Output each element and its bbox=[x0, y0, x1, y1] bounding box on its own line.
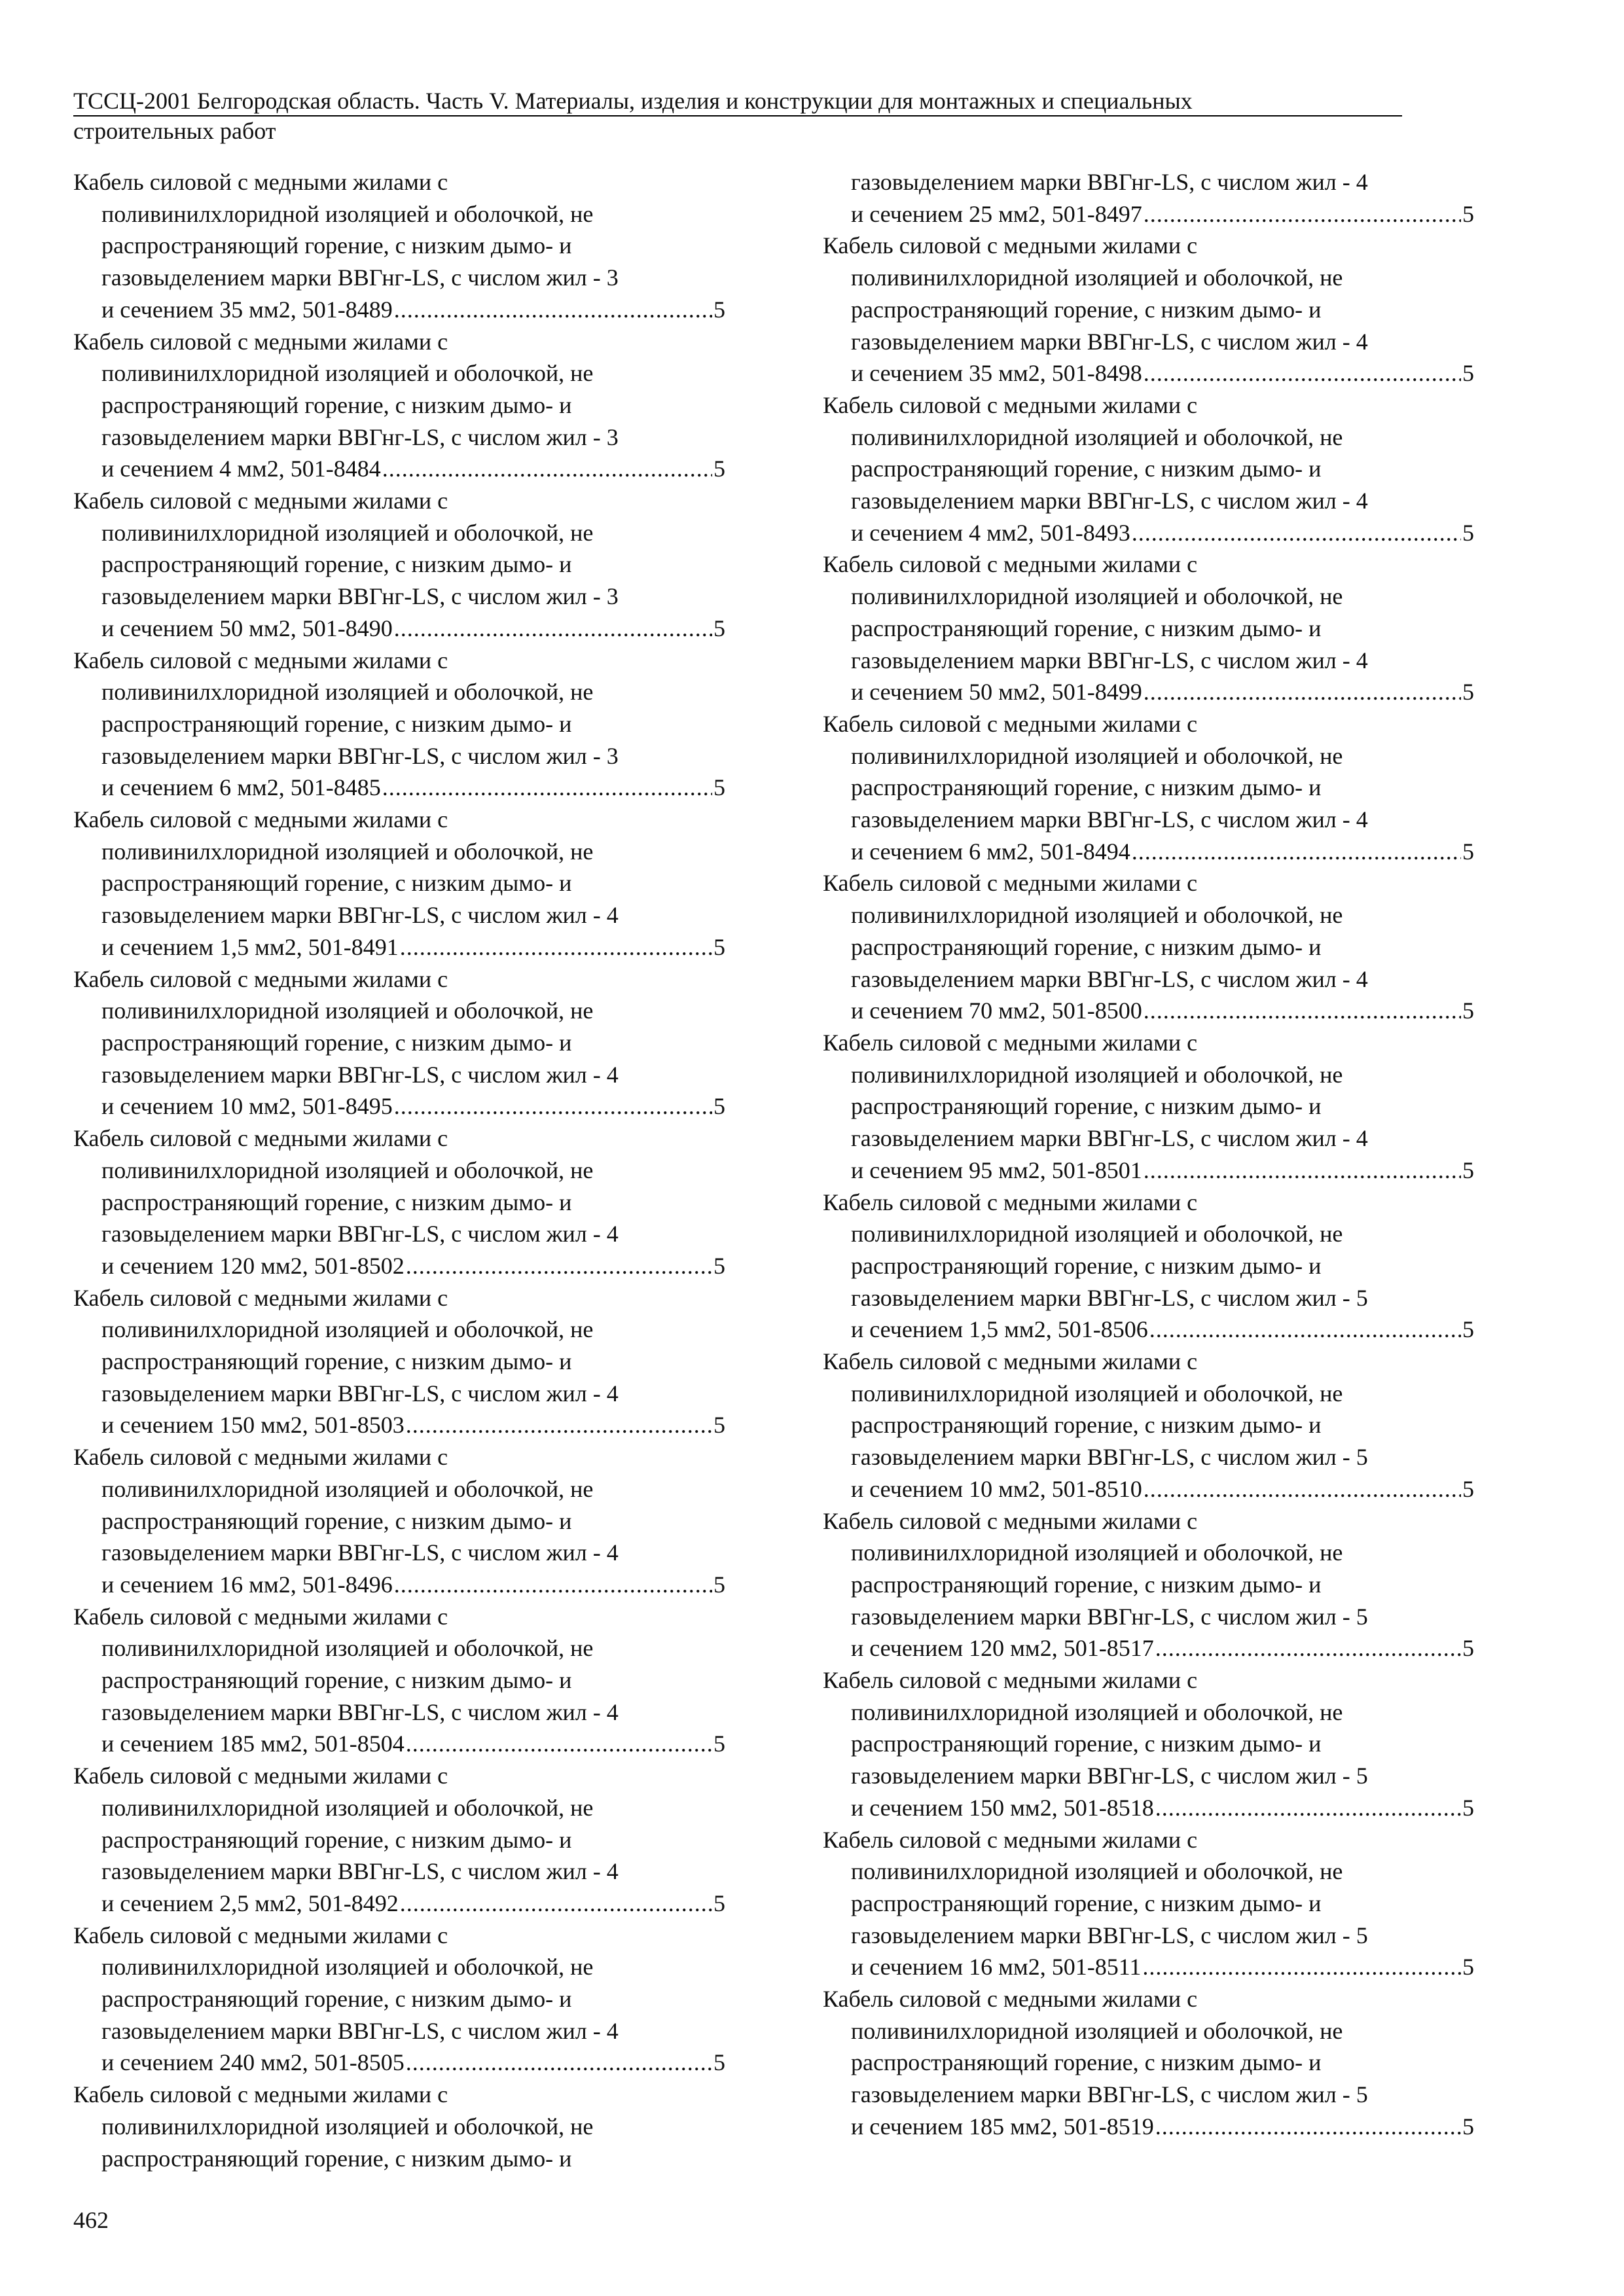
entry-title: Кабель силовой с медными жилами с bbox=[73, 2081, 448, 2108]
entry-page-ref: 5 bbox=[1462, 1475, 1474, 1502]
entry-last-line bbox=[73, 1888, 725, 1920]
entry-designation: и сечением 6 мм2, 501-8494 bbox=[851, 838, 1130, 865]
entry-page-ref: 5 bbox=[1462, 1157, 1474, 1183]
entry-page-ref: 5 bbox=[713, 1571, 725, 1598]
entry-title: Кабель силовой с медными жилами с bbox=[73, 488, 448, 514]
entry-text: газовыделением марки ВВГнг-LS, с числом жил - 4 bbox=[851, 488, 1368, 514]
index-column-right bbox=[823, 166, 1474, 2143]
entry-text: распространяющий горение, с низким дымо- и bbox=[101, 710, 572, 737]
dot-leader bbox=[406, 1728, 712, 1760]
entry-text: распространяющий горение, с низким дымо- и bbox=[101, 1507, 572, 1534]
index-entry bbox=[73, 963, 725, 1123]
entry-last-line bbox=[823, 1951, 1474, 1983]
entry-page-ref: 5 bbox=[713, 296, 725, 323]
entry-text: поливинилхлоридной изоляцией и оболочкой, не bbox=[101, 679, 594, 706]
entry-text: газовыделением марки ВВГнг-LS, с числом жил - 4 bbox=[851, 965, 1368, 992]
entry-designation: и сечением 150 мм2, 501-8503 bbox=[101, 1412, 405, 1439]
entry-text: поливинилхлоридной изоляцией и оболочкой, не bbox=[851, 902, 1343, 929]
entry-last-line bbox=[73, 931, 725, 963]
entry-text: газовыделением марки ВВГнг-LS, с числом жил - 3 bbox=[101, 264, 619, 291]
entry-designation: и сечением 120 мм2, 501-8517 bbox=[851, 1635, 1154, 1662]
entry-last-line bbox=[823, 1155, 1474, 1187]
entry-last-line bbox=[73, 1250, 725, 1282]
entry-text: газовыделением марки ВВГнг-LS, с числом жил - 5 bbox=[851, 1444, 1368, 1471]
entry-page-ref: 5 bbox=[713, 1731, 725, 1757]
entry-text: поливинилхлоридной изоляцией и оболочкой, не bbox=[101, 1157, 594, 1183]
entry-text: поливинилхлоридной изоляцией и оболочкой, не bbox=[851, 1858, 1343, 1885]
entry-page-ref: 5 bbox=[1462, 1954, 1474, 1981]
dot-leader bbox=[394, 613, 712, 645]
dot-leader bbox=[1155, 1632, 1461, 1664]
entry-designation: и сечением 6 мм2, 501-8485 bbox=[101, 774, 381, 801]
entry-page-ref: 5 bbox=[713, 1252, 725, 1279]
index-entry bbox=[73, 1920, 725, 2079]
entry-text: газовыделением марки ВВГнг-LS, с числом жил - 5 bbox=[851, 1603, 1368, 1630]
entry-title: Кабель силовой с медными жилами с bbox=[73, 1922, 448, 1948]
index-entry bbox=[73, 1441, 725, 1601]
entry-text: распространяющий горение, с низким дымо- и bbox=[851, 1252, 1322, 1279]
entry-text: газовыделением марки ВВГнг-LS, с числом жил - 4 bbox=[851, 647, 1368, 673]
entry-page-ref: 5 bbox=[713, 2049, 725, 2076]
index-column-left bbox=[73, 166, 725, 2174]
dot-leader bbox=[1144, 198, 1461, 230]
entry-title: Кабель силовой с медными жилами с bbox=[823, 232, 1198, 259]
entry-text: газовыделением марки ВВГнг-LS, с числом жил - 3 bbox=[101, 583, 619, 610]
entry-text: поливинилхлоридной изоляцией и оболочкой, не bbox=[851, 742, 1343, 769]
entry-last-line bbox=[73, 1090, 725, 1122]
entry-last-line bbox=[73, 1569, 725, 1601]
entry-text: распространяющий горение, с низким дымо- и bbox=[851, 1093, 1322, 1120]
entry-text: распространяющий горение, с низким дымо- и bbox=[851, 1731, 1322, 1757]
entry-text: распространяющий горение, с низким дымо- и bbox=[101, 1348, 572, 1375]
entry-title: Кабель силовой с медными жилами с bbox=[823, 1986, 1198, 2013]
entry-designation: и сечением 70 мм2, 501-8500 bbox=[851, 997, 1142, 1024]
entry-title: Кабель силовой с медными жилами с bbox=[73, 169, 448, 195]
index-entry bbox=[73, 326, 725, 486]
dot-leader bbox=[1144, 676, 1461, 708]
entry-text: газовыделением марки ВВГнг-LS, с числом жил - 4 bbox=[101, 1858, 619, 1885]
entry-designation: и сечением 2,5 мм2, 501-8492 bbox=[101, 1890, 399, 1916]
entry-page-ref: 5 bbox=[1462, 519, 1474, 546]
entry-title: Кабель силовой с медными жилами с bbox=[823, 551, 1198, 578]
dot-leader bbox=[1144, 1473, 1461, 1505]
entry-last-line bbox=[73, 1409, 725, 1441]
entry-text: поливинилхлоридной изоляцией и оболочкой, не bbox=[101, 1635, 594, 1662]
entry-designation: и сечением 25 мм2, 501-8497 bbox=[851, 200, 1142, 227]
dot-leader bbox=[406, 2047, 712, 2079]
dot-leader bbox=[1149, 1314, 1461, 1346]
entry-page-ref: 5 bbox=[1462, 679, 1474, 706]
dot-leader bbox=[394, 1569, 712, 1601]
dot-leader bbox=[1132, 517, 1461, 549]
page-number: 462 bbox=[73, 2207, 109, 2233]
entry-text: газовыделением марки ВВГнг-LS, с числом жил - 3 bbox=[101, 423, 619, 450]
entry-text: распространяющий горение, с низким дымо- и bbox=[101, 232, 572, 259]
entry-designation: и сечением 10 мм2, 501-8510 bbox=[851, 1475, 1142, 1502]
entry-title: Кабель силовой с медными жилами с bbox=[73, 1444, 448, 1471]
entry-title: Кабель силовой с медными жилами с bbox=[73, 1763, 448, 1789]
entry-last-line bbox=[73, 772, 725, 804]
entry-text: газовыделением марки ВВГнг-LS, с числом жил - 5 bbox=[851, 1763, 1368, 1789]
entry-designation: и сечением 240 мм2, 501-8505 bbox=[101, 2049, 405, 2076]
entry-text: газовыделением марки ВВГнг-LS, с числом жил - 4 bbox=[101, 1061, 619, 1088]
entry-designation: и сечением 50 мм2, 501-8490 bbox=[101, 615, 393, 641]
index-entry bbox=[823, 1346, 1474, 1505]
dot-leader bbox=[394, 294, 712, 326]
dot-leader bbox=[382, 772, 712, 804]
entry-title: Кабель силовой с медными жилами с bbox=[823, 710, 1198, 737]
entry-designation: и сечением 50 мм2, 501-8499 bbox=[851, 679, 1142, 706]
entry-title: Кабель силовой с медными жилами с bbox=[823, 1348, 1198, 1375]
entry-page-ref: 5 bbox=[713, 1093, 725, 1120]
entry-text: распространяющий горение, с низким дымо- и bbox=[101, 391, 572, 418]
entry-page-ref: 5 bbox=[1462, 2113, 1474, 2140]
entry-last-line bbox=[823, 676, 1474, 708]
entry-text: поливинилхлоридной изоляцией и оболочкой, не bbox=[851, 264, 1343, 291]
entry-title: Кабель силовой с медными жилами с bbox=[823, 1826, 1198, 1853]
entry-last-line bbox=[823, 517, 1474, 549]
entry-text: распространяющий горение, с низким дымо- и bbox=[851, 933, 1322, 960]
entry-designation: и сечением 185 мм2, 501-8519 bbox=[851, 2113, 1154, 2140]
entry-text: распространяющий горение, с низким дымо- и bbox=[101, 870, 572, 897]
index-entry-partial bbox=[73, 2079, 725, 2174]
entry-page-ref: 5 bbox=[713, 933, 725, 960]
index-entry bbox=[823, 708, 1474, 868]
entry-text: распространяющий горение, с низким дымо- и bbox=[101, 1986, 572, 2013]
entry-text: распространяющий горение, с низким дымо- и bbox=[101, 1029, 572, 1056]
entry-page-ref: 5 bbox=[1462, 1635, 1474, 1662]
dot-leader bbox=[1144, 1155, 1461, 1187]
index-entry bbox=[73, 804, 725, 963]
entry-text: поливинилхлоридной изоляцией и оболочкой, не bbox=[851, 1539, 1343, 1566]
entry-text: газовыделением марки ВВГнг-LS, с числом жил - 5 bbox=[851, 1922, 1368, 1948]
entry-last-line bbox=[823, 836, 1474, 868]
entry-text: поливинилхлоридной изоляцией и оболочкой, не bbox=[101, 1954, 594, 1981]
entry-text: газовыделением марки ВВГнг-LS, с числом жил - 5 bbox=[851, 2081, 1368, 2108]
entry-text: газовыделением марки ВВГнг-LS, с числом жил - 4 bbox=[851, 328, 1368, 355]
entry-designation: и сечением 1,5 мм2, 501-8491 bbox=[101, 933, 399, 960]
dot-leader bbox=[400, 1888, 712, 1920]
entry-last-line bbox=[823, 1632, 1474, 1664]
entry-text: поливинилхлоридной изоляцией и оболочкой, не bbox=[101, 200, 594, 227]
entry-page-ref: 5 bbox=[713, 456, 725, 482]
entry-text: поливинилхлоридной изоляцией и оболочкой, не bbox=[101, 838, 594, 865]
entry-text: поливинилхлоридной изоляцией и оболочкой, не bbox=[101, 1475, 594, 1502]
entry-last-line bbox=[73, 1728, 725, 1760]
entry-title: Кабель силовой с медными жилами с bbox=[823, 1667, 1198, 1694]
entry-last-line bbox=[73, 453, 725, 485]
entry-page-ref: 5 bbox=[1462, 360, 1474, 387]
entry-last-line bbox=[73, 2047, 725, 2079]
index-entry bbox=[73, 1601, 725, 1761]
entry-title: Кабель силовой с медными жилами с bbox=[73, 806, 448, 833]
entry-designation: и сечением 4 мм2, 501-8484 bbox=[101, 456, 381, 482]
entry-last-line bbox=[823, 2111, 1474, 2143]
entry-text: распространяющий горение, с низким дымо- и bbox=[851, 1571, 1322, 1598]
index-entry bbox=[823, 1983, 1474, 2143]
index-entry bbox=[823, 1664, 1474, 1824]
index-entry bbox=[73, 1122, 725, 1282]
entry-title: Кабель силовой с медными жилами с bbox=[73, 647, 448, 673]
entry-text: распространяющий горение, с низким дымо- и bbox=[101, 1826, 572, 1853]
entry-text: поливинилхлоридной изоляцией и оболочкой, не bbox=[101, 519, 594, 546]
entry-page-ref: 5 bbox=[1462, 1794, 1474, 1821]
dot-leader bbox=[1155, 2111, 1461, 2143]
index-entry-continued bbox=[823, 166, 1474, 230]
entry-text: газовыделением марки ВВГнг-LS, с числом жил - 4 bbox=[101, 2017, 619, 2044]
index-entry bbox=[73, 645, 725, 804]
entry-text: распространяющий горение, с низким дымо- и bbox=[851, 1890, 1322, 1916]
entry-last-line bbox=[823, 1473, 1474, 1505]
entry-page-ref: 5 bbox=[713, 774, 725, 801]
entry-designation: и сечением 10 мм2, 501-8495 bbox=[101, 1093, 393, 1120]
entry-title: Кабель силовой с медными жилами с bbox=[73, 1603, 448, 1630]
entry-page-ref: 5 bbox=[1462, 200, 1474, 227]
dot-leader bbox=[382, 453, 712, 485]
dot-leader bbox=[1144, 995, 1461, 1027]
entry-text: распространяющий горение, с низким дымо- и bbox=[101, 551, 572, 578]
index-entry bbox=[823, 1505, 1474, 1665]
entry-text: газовыделением марки ВВГнг-LS, с числом жил - 4 bbox=[101, 1380, 619, 1407]
entry-page-ref: 5 bbox=[713, 1412, 725, 1439]
entry-title: Кабель силовой с медными жилами с bbox=[823, 1507, 1198, 1534]
entry-text: распространяющий горение, с низким дымо- и bbox=[851, 296, 1322, 323]
index-entry bbox=[73, 485, 725, 645]
page-header bbox=[73, 86, 1402, 144]
entry-page-ref: 5 bbox=[1462, 838, 1474, 865]
index-entry bbox=[73, 1282, 725, 1442]
entry-text: газовыделением марки ВВГнг-LS, с числом жил - 5 bbox=[851, 1284, 1368, 1311]
index-entry bbox=[823, 548, 1474, 708]
entry-page-ref: 5 bbox=[713, 615, 725, 641]
entry-title: Кабель силовой с медными жилами с bbox=[73, 328, 448, 355]
entry-title: Кабель силовой с медными жилами с bbox=[73, 965, 448, 992]
entry-text: распространяющий горение, с низким дымо- и bbox=[851, 615, 1322, 641]
entry-designation: и сечением 35 мм2, 501-8489 bbox=[101, 296, 393, 323]
entry-last-line bbox=[73, 613, 725, 645]
dot-leader bbox=[394, 1090, 712, 1122]
index-entry bbox=[823, 867, 1474, 1027]
entry-designation: и сечением 120 мм2, 501-8502 bbox=[101, 1252, 405, 1279]
dot-leader bbox=[406, 1250, 712, 1282]
entry-last-line bbox=[823, 357, 1474, 389]
entry-designation: и сечением 16 мм2, 501-8511 bbox=[851, 1954, 1142, 1981]
entry-page-ref: 5 bbox=[713, 1890, 725, 1916]
entry-text: поливинилхлоридной изоляцией и оболочкой, не bbox=[851, 423, 1343, 450]
index-entry bbox=[823, 1027, 1474, 1187]
entry-text: распространяющий горение, с низким дымо- и bbox=[101, 2145, 572, 2172]
header-title-line2: строительных работ bbox=[73, 118, 276, 144]
entry-last-line bbox=[823, 995, 1474, 1027]
entry-designation: и сечением 150 мм2, 501-8518 bbox=[851, 1794, 1154, 1821]
entry-text: поливинилхлоридной изоляцией и оболочкой, не bbox=[101, 2113, 594, 2140]
entry-text: распространяющий горение, с низким дымо- и bbox=[101, 1667, 572, 1694]
entry-designation: и сечением 185 мм2, 501-8504 bbox=[101, 1731, 405, 1757]
entry-text: газовыделением марки ВВГнг-LS, с числом жил - 4 bbox=[101, 1698, 619, 1725]
entry-title: Кабель силовой с медными жилами с bbox=[73, 1125, 448, 1152]
dot-leader bbox=[1155, 1792, 1461, 1824]
entry-designation: и сечением 35 мм2, 501-8498 bbox=[851, 360, 1142, 387]
entry-designation: и сечением 1,5 мм2, 501-8506 bbox=[851, 1316, 1148, 1343]
entry-text: распространяющий горение, с низким дымо- и bbox=[851, 774, 1322, 801]
dot-leader bbox=[400, 931, 712, 963]
entry-text: газовыделением марки ВВГнг-LS, с числом жил - 4 bbox=[101, 1539, 619, 1566]
dot-leader bbox=[406, 1409, 712, 1441]
entry-text: поливинилхлоридной изоляцией и оболочкой, не bbox=[851, 1698, 1343, 1725]
entry-title: Кабель силовой с медными жилами с bbox=[823, 1029, 1198, 1056]
entry-last-line bbox=[823, 1792, 1474, 1824]
header-title-line1: ТССЦ-2001 Белгородская область. Часть V. Материалы, изделия и конструкции для монтажных и специальных bbox=[73, 88, 1193, 114]
index-entry bbox=[823, 230, 1474, 389]
entry-text: газовыделением марки ВВГнг-LS, с числом жил - 4 bbox=[101, 902, 619, 929]
dot-leader bbox=[1144, 357, 1461, 389]
entry-text: газовыделением марки ВВГнг-LS, с числом жил - 3 bbox=[101, 742, 619, 769]
entry-text: поливинилхлоридной изоляцией и оболочкой, не bbox=[851, 1221, 1343, 1247]
index-entry bbox=[73, 1760, 725, 1920]
entry-last-line bbox=[823, 198, 1474, 230]
entry-text: газовыделением марки ВВГнг-LS, с числом жил - 4 bbox=[851, 806, 1368, 833]
entry-text: поливинилхлоридной изоляцией и оболочкой, не bbox=[851, 2017, 1343, 2044]
index-entry bbox=[73, 166, 725, 326]
entry-text: поливинилхлоридной изоляцией и оболочкой, не bbox=[101, 997, 594, 1024]
entry-last-line bbox=[73, 294, 725, 326]
entry-title: Кабель силовой с медными жилами с bbox=[73, 1284, 448, 1311]
dot-leader bbox=[1142, 1951, 1461, 1983]
entry-page-ref: 5 bbox=[1462, 997, 1474, 1024]
entry-text: распространяющий горение, с низким дымо- и bbox=[101, 1189, 572, 1215]
entry-text: газовыделением марки ВВГнг-LS, с числом жил - 4 bbox=[851, 169, 1368, 195]
entry-text: поливинилхлоридной изоляцией и оболочкой, не bbox=[851, 1380, 1343, 1407]
dot-leader bbox=[1132, 836, 1461, 868]
entry-text: поливинилхлоридной изоляцией и оболочкой, не bbox=[851, 1061, 1343, 1088]
entry-text: поливинилхлоридной изоляцией и оболочкой, не bbox=[851, 583, 1343, 610]
entry-last-line bbox=[823, 1314, 1474, 1346]
entry-designation: и сечением 4 мм2, 501-8493 bbox=[851, 519, 1130, 546]
entry-text: распространяющий горение, с низким дымо- и bbox=[851, 2049, 1322, 2076]
index-entry bbox=[823, 1187, 1474, 1346]
entry-designation: и сечением 16 мм2, 501-8496 bbox=[101, 1571, 393, 1598]
index-entry bbox=[823, 389, 1474, 549]
entry-designation: и сечением 95 мм2, 501-8501 bbox=[851, 1157, 1142, 1183]
entry-text: поливинилхлоридной изоляцией и оболочкой, не bbox=[101, 360, 594, 387]
entry-title: Кабель силовой с медными жилами с bbox=[823, 870, 1198, 897]
entry-text: распространяющий горение, с низким дымо- и bbox=[851, 1412, 1322, 1439]
entry-text: поливинилхлоридной изоляцией и оболочкой, не bbox=[101, 1316, 594, 1343]
entry-text: распространяющий горение, с низким дымо- и bbox=[851, 456, 1322, 482]
entry-title: Кабель силовой с медными жилами с bbox=[823, 391, 1198, 418]
entry-text: газовыделением марки ВВГнг-LS, с числом жил - 4 bbox=[101, 1221, 619, 1247]
entry-text: поливинилхлоридной изоляцией и оболочкой, не bbox=[101, 1794, 594, 1821]
entry-text: газовыделением марки ВВГнг-LS, с числом жил - 4 bbox=[851, 1125, 1368, 1152]
entry-page-ref: 5 bbox=[1462, 1316, 1474, 1343]
entry-title: Кабель силовой с медными жилами с bbox=[823, 1189, 1198, 1215]
index-entry bbox=[823, 1824, 1474, 1984]
